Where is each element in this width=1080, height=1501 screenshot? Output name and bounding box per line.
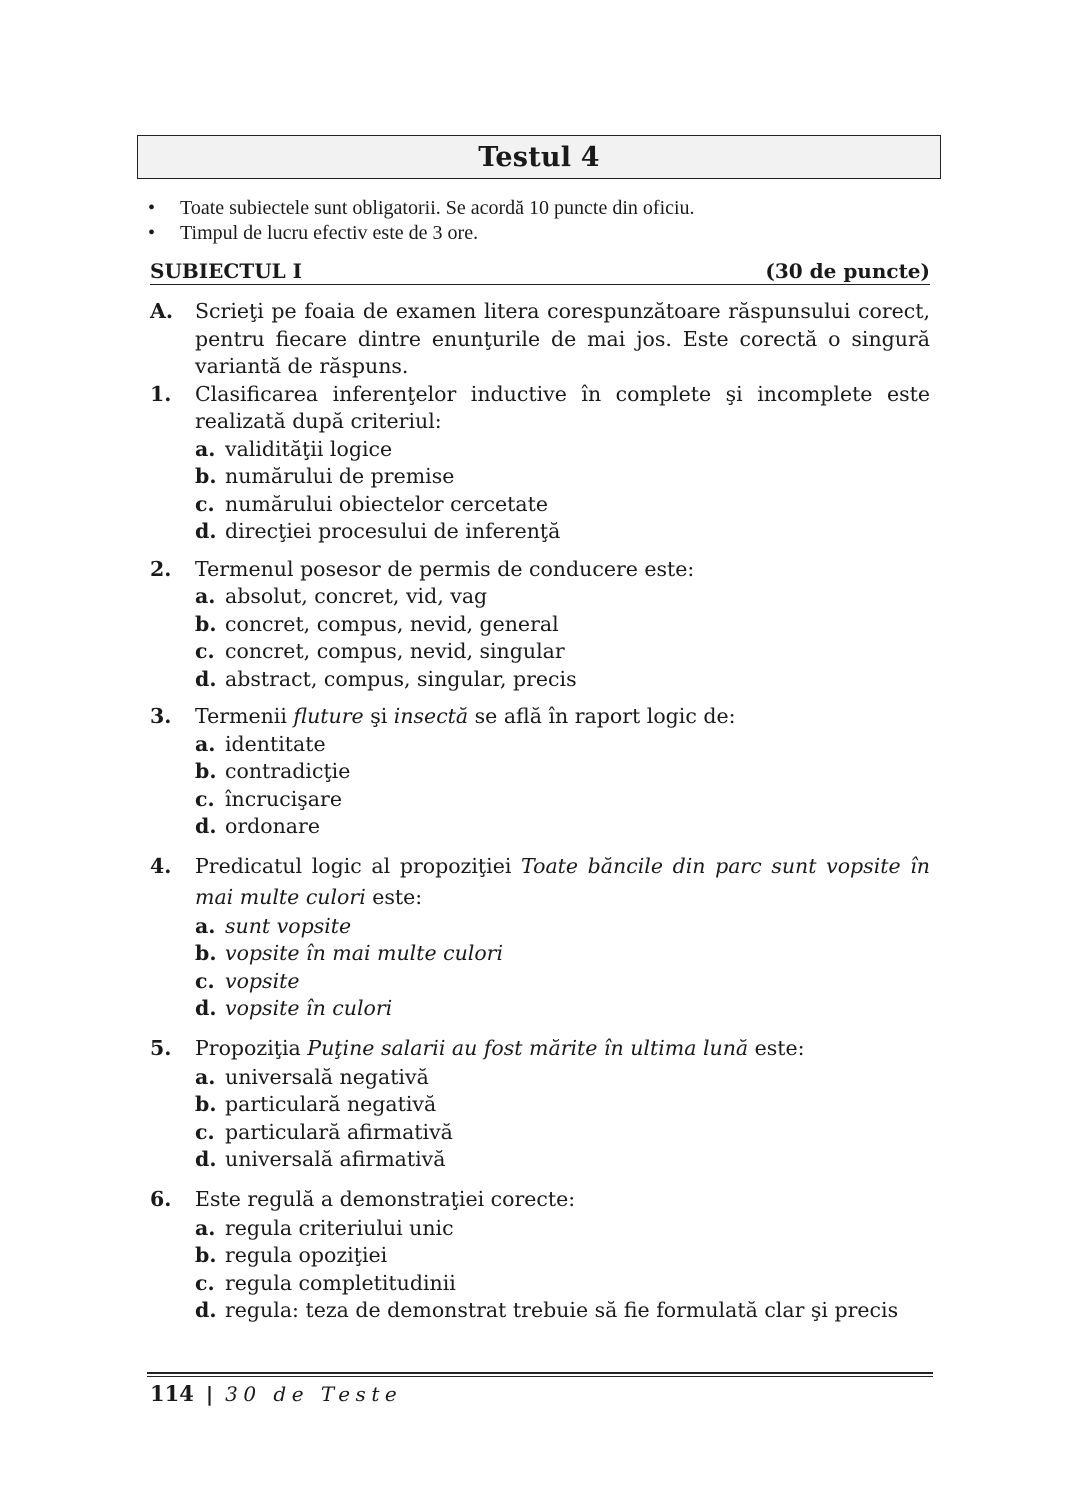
- subject-header: [150, 258, 930, 285]
- option-label: b.: [195, 1092, 217, 1116]
- question-text-part: este:: [748, 1035, 805, 1060]
- question-text: [195, 851, 930, 913]
- question-text: [195, 1033, 930, 1064]
- option-label: c.: [195, 639, 215, 663]
- option-text: universală negativă: [225, 1064, 429, 1089]
- question-text: Clasificarea inferenţelor inductive în complete şi incomplete este realizată după criteriul:: [195, 381, 930, 433]
- option-label: d.: [195, 666, 217, 691]
- question-term: Puţine salarii au fost mărite în ultima lună: [307, 1035, 749, 1060]
- option-text: vopsite: [225, 968, 300, 993]
- option-text: încrucişare: [225, 786, 342, 811]
- question-text-part: Propoziţia: [195, 1035, 308, 1060]
- option-item: [195, 463, 930, 491]
- option-item: [195, 1242, 930, 1270]
- option-text: concret, compus, nevid, general: [225, 611, 559, 636]
- footer-rule: [147, 1376, 933, 1377]
- option-text: direcţiei procesului de inferenţă: [225, 519, 561, 543]
- instruction-item: [148, 221, 928, 246]
- page-footer: [150, 1381, 402, 1407]
- question-number: 2.: [150, 556, 172, 581]
- option-item: [195, 940, 930, 968]
- option-label: d.: [195, 1298, 217, 1322]
- option-item: [195, 491, 930, 519]
- footer-rule: [147, 1372, 933, 1374]
- option-label: d.: [195, 1147, 217, 1171]
- option-item: [195, 1297, 930, 1325]
- option-text: validităţii logice: [225, 436, 393, 461]
- option-label: c.: [195, 1270, 215, 1295]
- option-text: ordonare: [225, 814, 320, 838]
- option-item: [195, 731, 930, 759]
- question-term: fluture: [293, 704, 364, 728]
- option-label: d.: [195, 814, 217, 838]
- option-text: identitate: [225, 731, 326, 756]
- question-2: [150, 556, 930, 694]
- option-item: [195, 1064, 930, 1092]
- question-number: 4.: [150, 853, 172, 878]
- option-text: regula completitudinii: [225, 1270, 456, 1295]
- options-list: [195, 583, 930, 693]
- option-item: [195, 1119, 930, 1147]
- option-label: a.: [195, 1215, 216, 1240]
- question-text: Termenul posesor de permis de conducere este:: [195, 556, 695, 581]
- test-title: Testul 4: [478, 141, 600, 173]
- option-label: a.: [195, 913, 216, 938]
- bullet-icon: •: [148, 197, 156, 219]
- footer-separator: |: [205, 1382, 214, 1406]
- option-item: [195, 436, 930, 464]
- option-label: d.: [195, 996, 217, 1020]
- subject-name: SUBIECTUL I: [150, 259, 303, 283]
- instruction-text: Toate subiectele sunt obligatorii. Se acordă 10 puncte din oficiu.: [180, 197, 695, 219]
- question-text-part: Termenii: [195, 704, 294, 728]
- question-text: [195, 703, 930, 731]
- question-text-part: se află în raport logic de:: [468, 704, 736, 728]
- option-label: d.: [195, 519, 217, 543]
- question-text: Este regulă a demonstraţiei corecte:: [195, 1186, 576, 1211]
- option-item: [195, 786, 930, 814]
- question-1: [150, 381, 930, 546]
- section-a: [150, 298, 930, 381]
- option-item: [195, 518, 930, 546]
- option-text: universală afirmativă: [225, 1147, 446, 1171]
- options-list: [195, 1064, 930, 1174]
- question-text-part: este:: [365, 884, 423, 909]
- option-label: b.: [195, 611, 217, 636]
- option-label: b.: [195, 759, 217, 783]
- option-item: [195, 638, 930, 666]
- option-text: regula criteriului unic: [225, 1215, 454, 1240]
- option-item: [195, 1270, 930, 1298]
- options-list: [195, 913, 930, 1023]
- option-text: sunt vopsite: [225, 913, 352, 938]
- option-label: c.: [195, 491, 215, 516]
- instructions-list: [148, 196, 928, 246]
- question-number: 5.: [150, 1035, 172, 1060]
- option-item: [195, 995, 930, 1023]
- option-item: [195, 583, 930, 611]
- option-text: absolut, concret, vid, vag: [225, 584, 488, 608]
- section-label: A.: [150, 299, 174, 323]
- option-label: a.: [195, 436, 216, 461]
- option-text: vopsite în mai multe culori: [225, 941, 504, 965]
- option-item: [195, 1215, 930, 1243]
- option-text: concret, compus, nevid, singular: [225, 639, 565, 663]
- option-text: abstract, compus, singular, precis: [225, 666, 577, 691]
- option-item: [195, 666, 930, 694]
- section-instructions: Scrieţi pe foaia de examen litera corespunzătoare răspunsului corect, pentru fiecare dintre enunţurile de mai jos. Este corectă o singură variantă de răspuns.: [195, 299, 930, 378]
- option-text: vopsite în culori: [225, 996, 393, 1020]
- option-item: [195, 913, 930, 941]
- option-label: a.: [195, 1064, 216, 1089]
- option-label: c.: [195, 968, 215, 993]
- option-text: numărului de premise: [225, 464, 455, 488]
- question-text-part: Predicatul logic al propoziţiei: [195, 853, 522, 878]
- question-6: [150, 1184, 930, 1325]
- option-text: regula opoziţiei: [225, 1243, 388, 1267]
- option-text: numărului obiectelor cercetate: [225, 491, 548, 516]
- options-list: [195, 731, 930, 841]
- option-text: particulară negativă: [225, 1092, 437, 1116]
- option-item: [195, 813, 930, 841]
- question-term: insectă: [393, 704, 469, 728]
- options-list: [195, 436, 930, 546]
- option-label: c.: [195, 1119, 215, 1144]
- instruction-text: Timpul de lucru efectiv este de 3 ore.: [180, 222, 479, 244]
- test-title-box: [137, 135, 941, 179]
- question-text-part: şi: [363, 704, 394, 728]
- option-label: b.: [195, 1243, 217, 1267]
- question-5: [150, 1033, 930, 1174]
- option-item: [195, 1091, 930, 1119]
- option-item: [195, 611, 930, 639]
- questions-content: [150, 298, 930, 1325]
- question-number: 6.: [150, 1186, 172, 1211]
- question-4: [150, 851, 930, 1023]
- instruction-item: [148, 196, 928, 221]
- option-item: [195, 758, 930, 786]
- option-text: particulară afirmativă: [225, 1119, 453, 1144]
- option-item: [195, 968, 930, 996]
- question-number: 3.: [150, 704, 172, 728]
- option-text: contradicţie: [225, 759, 351, 783]
- question-3: [150, 703, 930, 841]
- option-item: [195, 1146, 930, 1174]
- question-number: 1.: [150, 381, 172, 406]
- option-text: regula: teza de demonstrat trebuie să fie formulată clar şi precis: [225, 1298, 899, 1322]
- option-label: b.: [195, 941, 217, 965]
- subject-points: (30 de puncte): [765, 259, 930, 283]
- option-label: c.: [195, 786, 215, 811]
- book-title: 30 de Teste: [225, 1382, 403, 1406]
- option-label: b.: [195, 464, 217, 488]
- page-number: 114: [150, 1381, 194, 1406]
- options-list: [195, 1215, 930, 1325]
- option-label: a.: [195, 731, 216, 756]
- question-term: Toate băncile din parc sunt vopsite în mai multe culori: [195, 853, 931, 909]
- bullet-icon: •: [148, 222, 156, 244]
- option-label: a.: [195, 584, 216, 608]
